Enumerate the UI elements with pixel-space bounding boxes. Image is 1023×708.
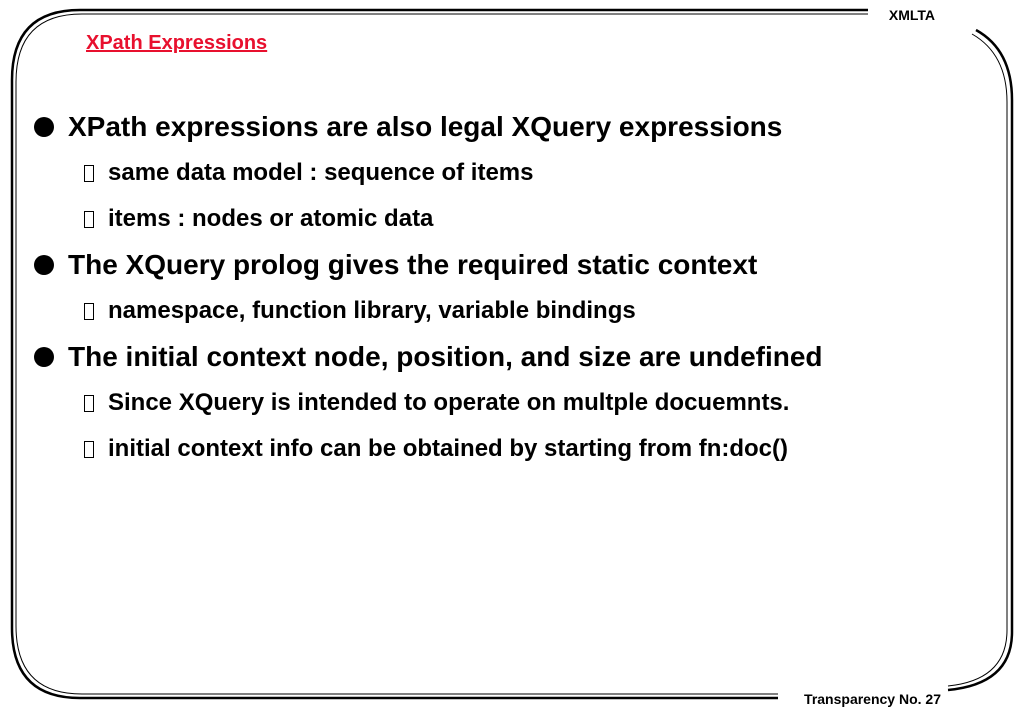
bullet-item: [34, 104, 1014, 150]
bullet-text: The XQuery prolog gives the required static context: [68, 249, 758, 280]
box-glyph-bullet-icon: [84, 165, 94, 182]
sub-bullet-item: [34, 196, 1014, 242]
bullet-list: [34, 104, 1014, 472]
bullet-item: [34, 334, 1014, 380]
box-glyph-bullet-icon: [84, 395, 94, 412]
sub-bullet-text: namespace, function library, variable bindings: [108, 297, 636, 324]
filled-circle-bullet-icon: [34, 117, 54, 137]
bullet-item: [34, 242, 1014, 288]
box-glyph-bullet-icon: [84, 211, 94, 228]
sub-bullet-text: initial context info can be obtained by starting from fn:doc(): [108, 435, 789, 462]
box-glyph-bullet-icon: [84, 303, 94, 320]
sub-bullet-text: items : nodes or atomic data: [108, 205, 434, 232]
filled-circle-bullet-icon: [34, 255, 54, 275]
sub-bullet-item: [34, 380, 1014, 426]
sub-bullet-item: [34, 426, 1014, 472]
course-label: XMLTA: [888, 7, 935, 23]
bullet-text: The initial context node, position, and size are undefined: [68, 341, 823, 372]
bullet-text: XPath expressions are also legal XQuery expressions: [68, 111, 783, 142]
sub-bullet-text: same data model : sequence of items: [108, 159, 534, 186]
transparency-number: Transparency No. 27: [804, 691, 941, 707]
filled-circle-bullet-icon: [34, 347, 54, 367]
sub-bullet-text: Since XQuery is intended to operate on multple docuemnts.: [108, 389, 790, 416]
sub-bullet-item: [34, 288, 1014, 334]
slide-title: XPath Expressions: [86, 32, 268, 54]
box-glyph-bullet-icon: [84, 441, 94, 458]
sub-bullet-item: [34, 150, 1014, 196]
